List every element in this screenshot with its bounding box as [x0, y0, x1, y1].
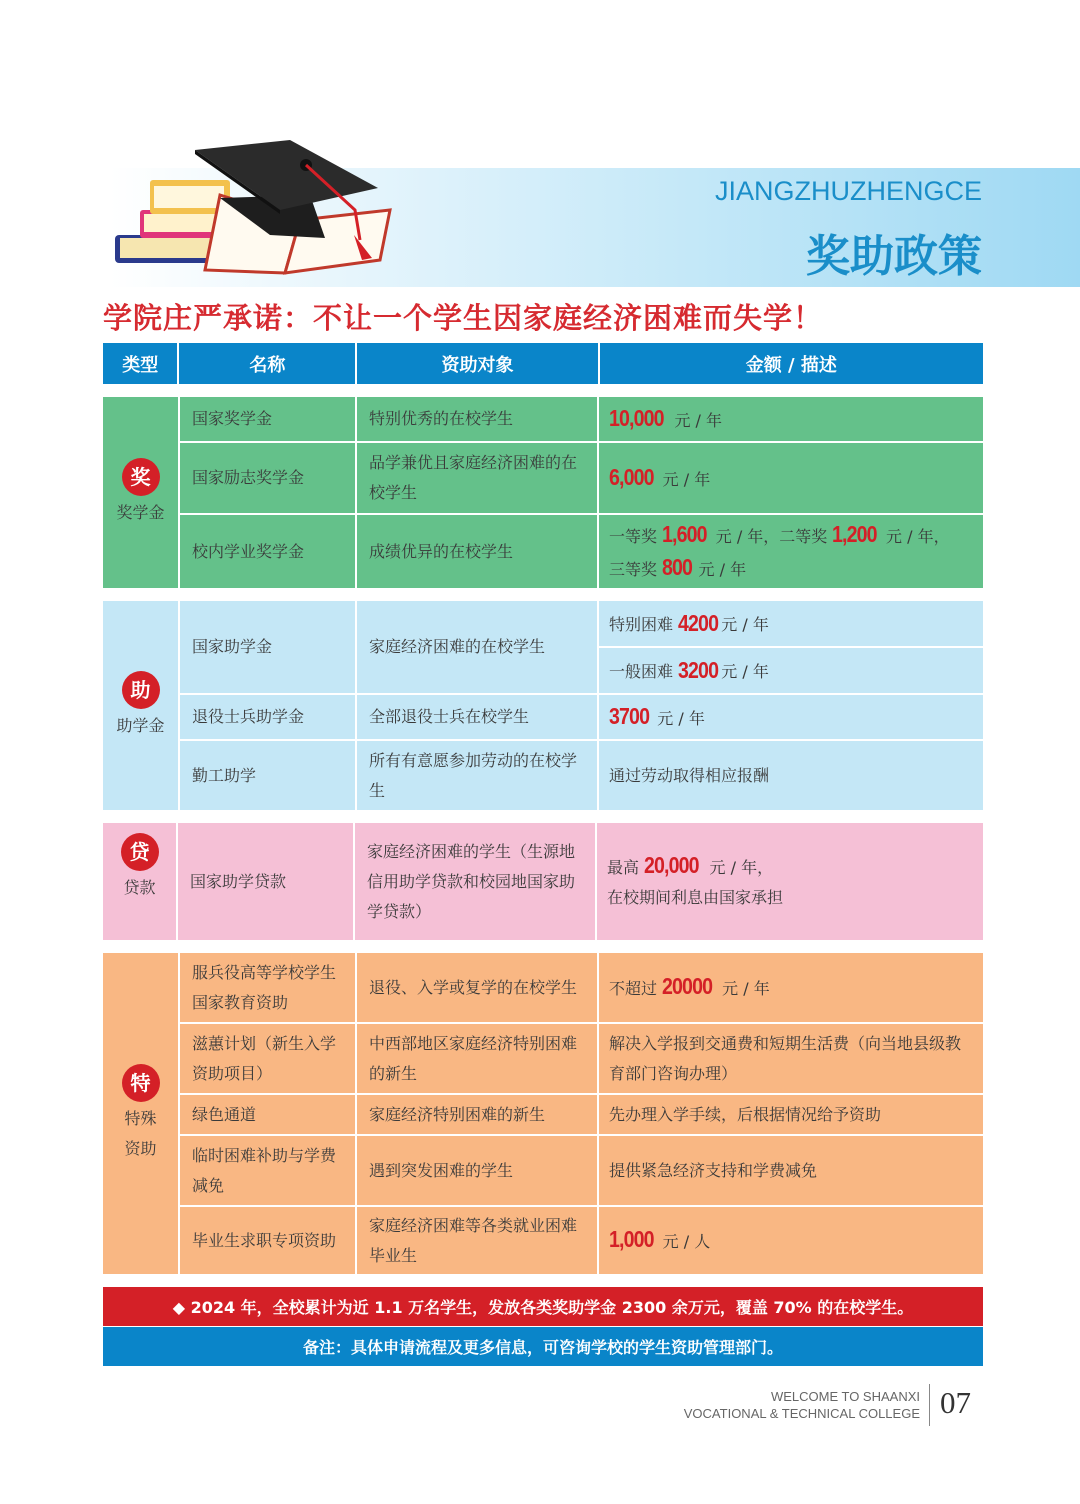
table-row: [180, 515, 983, 588]
amount-cell: 提供紧急经济支持和学费减免: [609, 1160, 818, 1180]
table-row: [180, 1095, 983, 1136]
amount-line: [599, 648, 983, 693]
name-cell: 临时困难补助与学费减免: [180, 1136, 357, 1205]
target-cell: 遇到突发困难的学生: [357, 1136, 599, 1205]
column-header-name: 名称: [179, 343, 357, 384]
amount-number: 1,200: [832, 520, 878, 547]
table-row: [180, 1024, 983, 1095]
group-loan: [103, 823, 983, 940]
name-cell: 退役士兵助学金: [180, 695, 357, 739]
target-cell: 中西部地区家庭经济特别困难的新生: [357, 1024, 599, 1093]
graduation-cap-books-icon: [110, 140, 410, 280]
group-grant: [103, 601, 983, 810]
name-cell: 毕业生求职专项资助: [180, 1207, 357, 1274]
amount-cell: [597, 823, 981, 940]
amount-number: 3700: [609, 702, 650, 729]
amount-cell: [599, 1207, 983, 1274]
amount-label: 特别困难: [609, 615, 674, 634]
table-header: [103, 343, 983, 384]
amount-cell: [599, 443, 983, 513]
type-label-line1: 特殊: [124, 1108, 157, 1128]
loan-badge-icon: 贷: [121, 833, 159, 871]
welcome-line-2: VOCATIONAL & TECHNICAL COLLEGE: [683, 1406, 920, 1421]
statistics-banner: ◆ 2024 年，全校累计为近 1.1 万名学生，发放各类奖助学金 2300 余万元，覆盖 70% 的在校学生。: [103, 1287, 983, 1326]
amount-note: 在校期间利息由国家承担: [607, 888, 784, 907]
table-row: [180, 1136, 983, 1207]
amount-label: 一般困难: [609, 662, 674, 681]
amount-cell: [599, 397, 983, 441]
type-cell: [103, 953, 180, 1274]
amount-unit: 元 / 年，: [880, 526, 950, 546]
group-special: [103, 953, 983, 1274]
target-cell: 家庭经济困难等各类就业困难毕业生: [357, 1207, 599, 1274]
amount-label: 三等奖: [609, 559, 663, 579]
target-cell: 家庭经济困难的在校学生: [357, 601, 599, 693]
table-row: [180, 443, 983, 515]
target-cell: 家庭经济特别困难的新生: [357, 1095, 599, 1134]
amount-unit: 元 / 年: [721, 615, 769, 634]
amount-label: 最高: [607, 858, 645, 877]
name-cell: 国家助学贷款: [178, 823, 355, 940]
amount-cell: 解决入学报到交通费和短期生活费（向当地县级教育部门咨询办理）: [609, 1033, 962, 1083]
special-badge-icon: 特: [122, 1064, 160, 1102]
amount-unit: 元 / 年: [657, 469, 711, 489]
amount-unit: 元 / 年: [669, 410, 723, 430]
type-cell: [103, 823, 178, 940]
amount-number: 3200: [678, 657, 719, 683]
amount-number: 20,000: [644, 852, 699, 878]
amount-number: 20000: [662, 973, 713, 999]
title-english: JIANGZHUZHENGCE: [714, 176, 982, 206]
name-cell: 绿色通道: [180, 1095, 357, 1134]
name-cell: 国家励志奖学金: [180, 443, 357, 513]
group-scholarship: [103, 397, 983, 588]
table-row: [180, 953, 983, 1024]
college-welcome: [684, 1388, 920, 1422]
target-cell: 特别优秀的在校学生: [357, 397, 599, 441]
amount-cell: [599, 953, 983, 1022]
type-cell: [103, 601, 180, 810]
amount-unit: 元 / 年: [717, 979, 770, 998]
name-cell: 国家奖学金: [180, 397, 357, 441]
amount-label: 一等奖: [609, 526, 663, 546]
amount-number: 6,000: [609, 463, 654, 490]
scholarship-badge-icon: 奖: [122, 458, 160, 496]
table-row: [180, 601, 983, 695]
table-row: [180, 1207, 983, 1274]
page-number: 07: [940, 1385, 971, 1420]
type-label-line2: 资助: [124, 1138, 157, 1158]
type-cell: [103, 397, 180, 588]
target-cell: 所有有意愿参加劳动的在校学生: [357, 741, 599, 810]
name-cell: 服兵役高等学校学生国家教育资助: [180, 953, 357, 1022]
amount-cell: [599, 515, 983, 588]
page-divider: [929, 1384, 930, 1426]
column-header-type: 类型: [103, 343, 179, 384]
name-cell: 勤工助学: [180, 741, 357, 810]
table-row: [180, 397, 983, 443]
target-cell: 家庭经济困难的学生（生源地信用助学贷款和校园地国家助学贷款）: [355, 823, 597, 940]
amount-line: [599, 601, 983, 648]
type-label: 贷款: [123, 878, 156, 897]
amount-number: 1,600: [662, 520, 707, 547]
amount-number: 10,000: [609, 404, 664, 431]
type-label: 奖学金: [116, 502, 165, 522]
amount-cell: [599, 601, 983, 693]
grant-badge-icon: 助: [122, 671, 160, 709]
amount-unit: 元 / 人: [657, 1232, 711, 1251]
amount-cell: [599, 695, 983, 739]
amount-cell: 先办理入学手续，后根据情况给予资助: [609, 1104, 882, 1124]
name-cell: 滋蕙计划（新生入学资助项目）: [180, 1024, 357, 1093]
target-cell: 退役、入学或复学的在校学生: [357, 953, 599, 1022]
table-row: [180, 741, 983, 810]
name-cell: 校内学业奖学金: [180, 515, 357, 588]
target-cell: 全部退役士兵在校学生: [357, 695, 599, 739]
table-row: [180, 695, 983, 741]
type-label: 助学金: [116, 715, 165, 735]
page-title: 奖助政策: [806, 231, 982, 282]
target-cell: 品学兼优且家庭经济困难的在校学生: [357, 443, 599, 513]
column-header-amount: 金额 / 描述: [600, 343, 983, 384]
amount-number: 1,000: [609, 1226, 654, 1252]
column-header-target: 资助对象: [357, 343, 599, 384]
welcome-line-1: WELCOME TO SHAANXI: [770, 1389, 920, 1404]
amount-unit: 元 / 年，: [704, 858, 774, 877]
note-banner: 备注：具体申请流程及更多信息，可咨询学校的学生资助管理部门。: [103, 1327, 983, 1366]
amount-label: 不超过: [609, 979, 663, 998]
amount-unit: 元 / 年，二等奖: [710, 526, 833, 546]
amount-number: 800: [662, 553, 693, 580]
amount-unit: 元 / 年: [721, 662, 769, 681]
amount-cell: 通过劳动取得相应报酬: [609, 765, 770, 785]
slogan: 学院庄严承诺：不让一个学生因家庭经济困难而失学！: [103, 301, 824, 335]
target-cell: 成绩优异的在校学生: [357, 515, 599, 588]
amount-number: 4200: [678, 610, 719, 636]
name-cell: 国家助学金: [180, 601, 357, 693]
amount-unit: 元 / 年: [693, 559, 747, 579]
table-row: [178, 823, 983, 940]
amount-unit: 元 / 年: [652, 708, 705, 728]
